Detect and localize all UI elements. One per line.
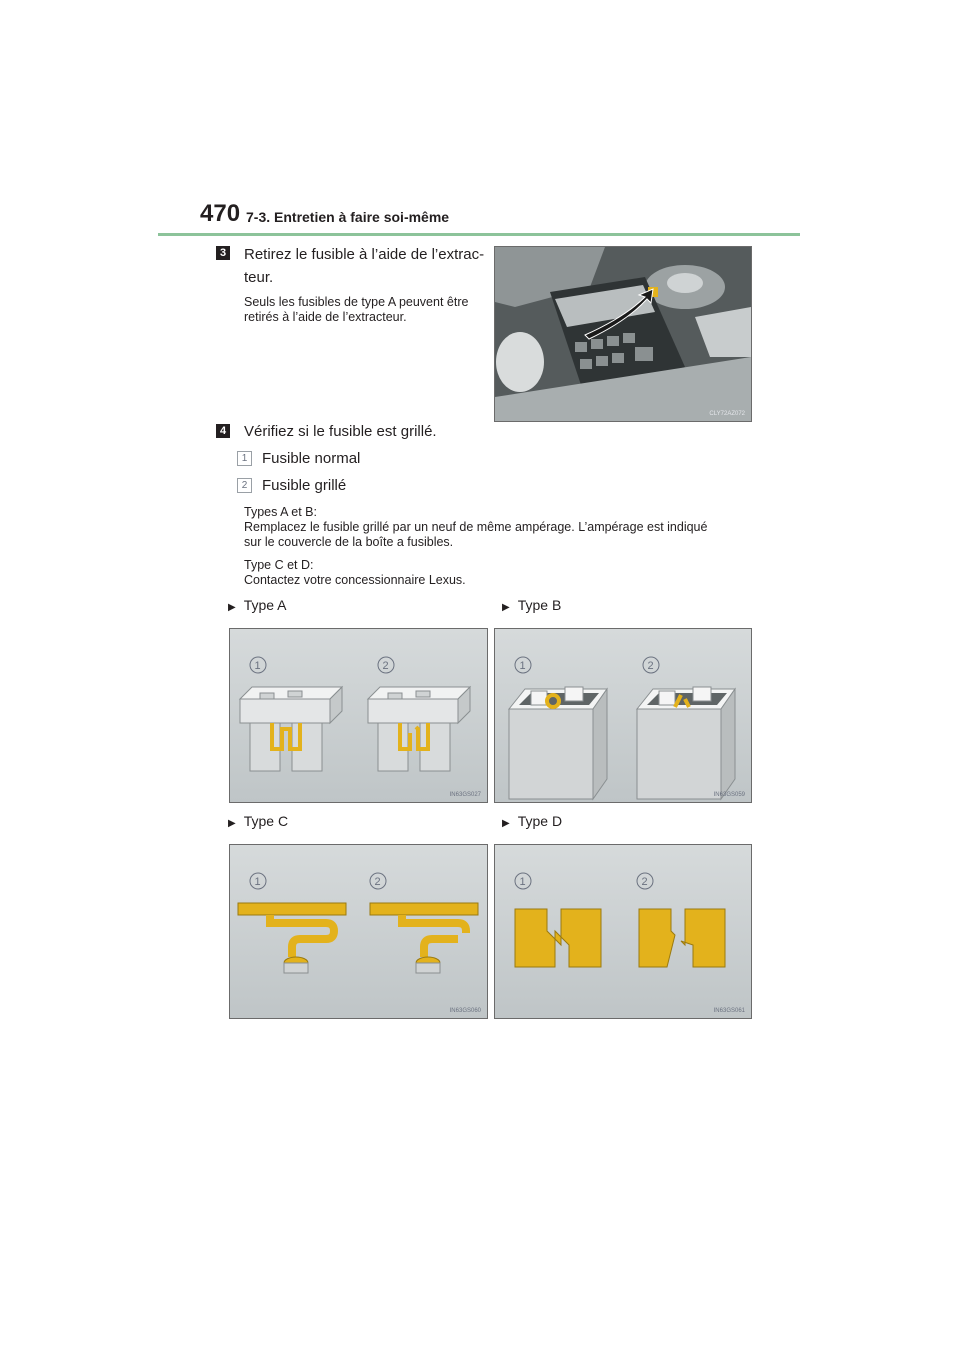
triangle-bullet-icon: ▶ xyxy=(228,818,236,829)
step-3-marker: 3 xyxy=(216,246,230,260)
step-3-note-line2: retirés à l’aide de l’extracteur. xyxy=(244,310,407,324)
types-cd-title: Type C et D: xyxy=(244,558,314,572)
step-3-line1: Retirez le fusible à l’aide de l’extrac- xyxy=(244,246,485,263)
type-c-label: ▶ Type C xyxy=(228,813,289,829)
triangle-bullet-icon: ▶ xyxy=(228,602,236,613)
step-4-marker: 4 xyxy=(216,424,230,438)
marker-2-b: 2 xyxy=(647,660,654,672)
types-ab-title: Types A et B: xyxy=(244,505,317,519)
types-ab-line2: sur le couvercle de la boîte a fusibles. xyxy=(244,535,454,549)
step-4-text: Vérifiez si le fusible est grillé. xyxy=(244,423,437,440)
marker-2-d: 2 xyxy=(641,876,648,888)
page-number: 470 xyxy=(200,200,241,227)
figure-d-code: IN63GS061 xyxy=(713,1008,745,1014)
figure-type-a xyxy=(229,628,488,803)
marker-1-d: 1 xyxy=(519,876,526,888)
section-title: 7-3. Entretien à faire soi-même xyxy=(246,209,450,225)
figure-type-c xyxy=(229,844,488,1019)
type-d-label: ▶ Type D xyxy=(502,813,563,829)
figure-c-code: IN63GS060 xyxy=(449,1008,481,1014)
marker-1-c: 1 xyxy=(254,876,261,888)
figure-a-code: IN63GS027 xyxy=(449,792,481,798)
legend-label-blown: Fusible grillé xyxy=(262,477,347,494)
type-b-label: ▶ Type B xyxy=(502,597,562,613)
type-a-label: ▶ Type A xyxy=(228,597,287,613)
legend-number-2: 2 xyxy=(237,478,252,493)
fuse-box-photo xyxy=(494,246,752,422)
step-3-note-line1: Seuls les fusibles de type A peuvent être xyxy=(244,295,469,309)
marker-2-a: 2 xyxy=(382,660,389,672)
legend-number-1: 1 xyxy=(237,451,252,466)
types-ab-line1: Remplacez le fusible grillé par un neuf de même ampérage. L’ampérage est indiqué xyxy=(244,520,708,534)
legend-label-normal: Fusible normal xyxy=(262,450,361,467)
figure-b-code: IN63GS059 xyxy=(713,792,745,798)
figure-type-b xyxy=(494,628,752,803)
marker-2-c: 2 xyxy=(374,876,381,888)
types-cd-line: Contactez votre concessionnaire Lexus. xyxy=(244,573,466,587)
triangle-bullet-icon: ▶ xyxy=(502,602,510,613)
figure-type-d xyxy=(494,844,752,1019)
marker-1-b: 1 xyxy=(519,660,526,672)
header-divider xyxy=(158,233,800,236)
triangle-bullet-icon: ▶ xyxy=(502,818,510,829)
photo-code: CLY72AZ072 xyxy=(709,411,745,417)
marker-1-a: 1 xyxy=(254,660,261,672)
step-3-line2: teur. xyxy=(244,269,274,286)
